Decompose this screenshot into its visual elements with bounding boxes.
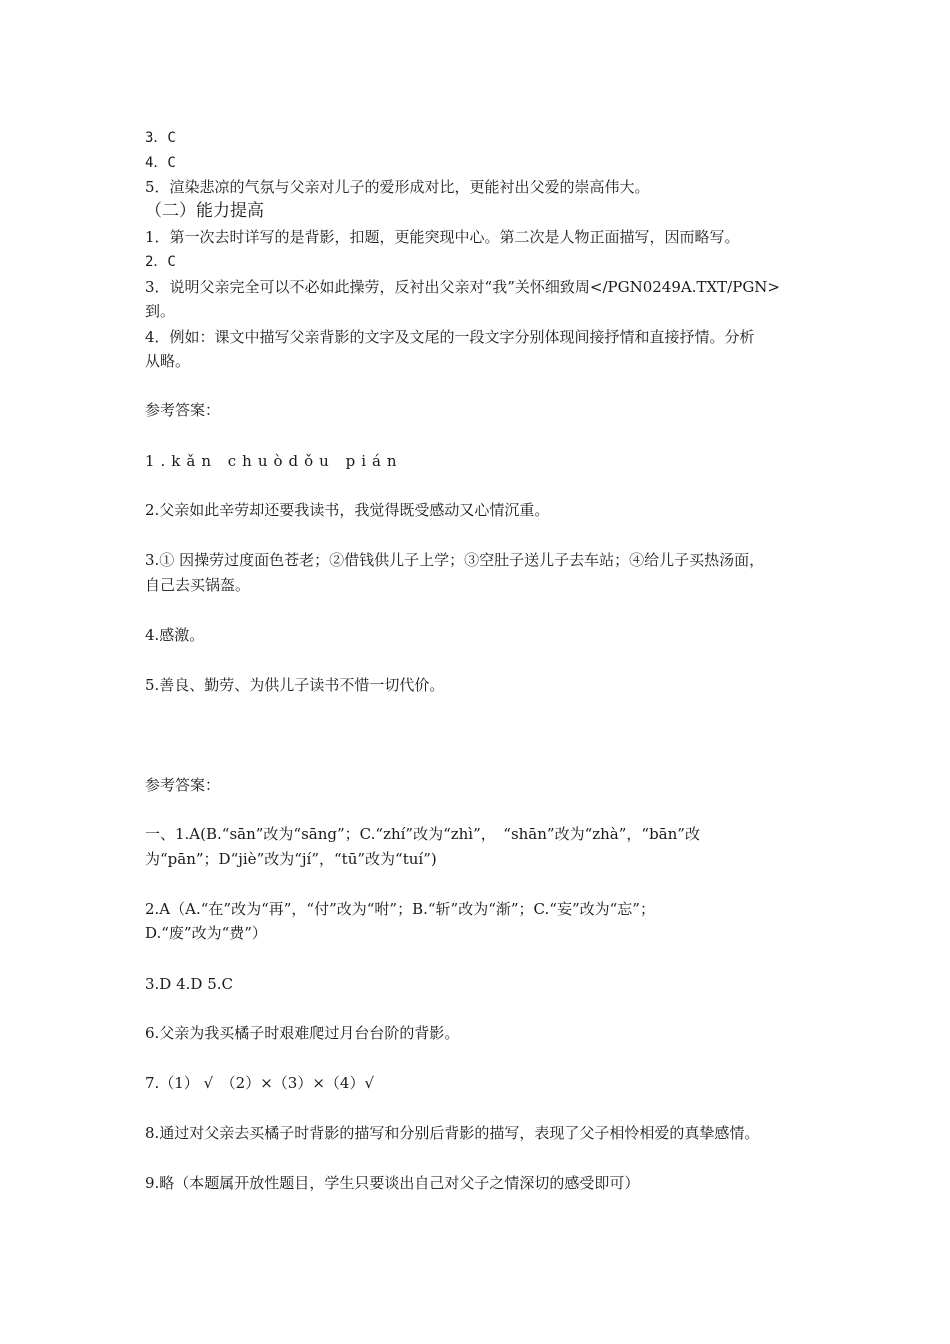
answer-2: 2.A（A.“在”改为“再”，“付”改为“咐”；B.“斩”改为“渐”；C.“妄”改为“忘”； <box>145 900 655 918</box>
answer-4: 4.感激。 <box>145 626 205 644</box>
answer-item-4: 4．C <box>145 155 176 171</box>
answer-2-cont: D.“废”改为“费”） <box>145 924 267 942</box>
answer-7: 7.（1） √ （2）×（3）×（4）√ <box>145 1074 375 1092</box>
answer-3: 3.① 因操劳过度面色苍老；②借钱供儿子上学；③空肚子送儿子去车站；④给儿子买热汤面， <box>145 551 765 569</box>
answer-item-5: 5．渲染悲凉的气氛与父亲对儿子的爱形成对比，更能衬出父爱的崇高伟大。 <box>145 178 650 196</box>
section-title-answers-1: 参考答案： <box>145 401 221 419</box>
answer-5: 5.善良、勤劳、为供儿子读书不惜一切代价。 <box>145 676 445 694</box>
answer-9: 9.略（本题属开放性题目，学生只要谈出自己对父子之情深切的感受即可） <box>145 1174 640 1192</box>
answer-item-3: 3．C <box>145 130 176 146</box>
ability-item-4: 4．例如：课文中描写父亲背影的文字及文尾的一段文字分别体现间接抒情和直接抒情。分析 <box>145 328 755 346</box>
answer-pinyin: 1.kǎn chuòdǒu pián <box>145 452 403 470</box>
section-title-answers-2: 参考答案： <box>145 776 221 794</box>
ability-item-4-cont: 从略。 <box>145 352 191 370</box>
answer-3-cont: 自己去买锅盔。 <box>145 576 251 594</box>
answer-1: 一、1.A(B.“sān”改为“sāng”；C.“zhí”改为“zhì”， “shān”改为“zhà”，“bān”改 <box>145 825 700 843</box>
answer-3-5: 3.D 4.D 5.C <box>145 975 234 993</box>
ability-item-1: 1．第一次去时详写的是背影，扣题，更能突现中心。第二次是人物正面描写，因而略写。 <box>145 228 740 246</box>
ability-item-3-cont: 到。 <box>145 302 176 320</box>
answer-1-cont: 为“pān”；D“jiè”改为“jí”，“tū”改为“tuí”) <box>145 850 437 868</box>
ability-item-3: 3．说明父亲完全可以不必如此操劳，反衬出父亲对“我”关怀细致周</PGN0249A.TXT/PGN> <box>145 278 780 296</box>
ability-item-2: 2．C <box>145 254 176 270</box>
answer-8: 8.通过对父亲去买橘子时背影的描写和分别后背影的描写，表现了父子相怜相爱的真挚感情。 <box>145 1124 760 1142</box>
answer-2: 2.父亲如此辛劳却还要我读书，我觉得既受感动又心情沉重。 <box>145 501 550 519</box>
section-heading-ability: （二）能力提高 <box>145 201 264 221</box>
answer-6: 6.父亲为我买橘子时艰难爬过月台台阶的背影。 <box>145 1024 460 1042</box>
